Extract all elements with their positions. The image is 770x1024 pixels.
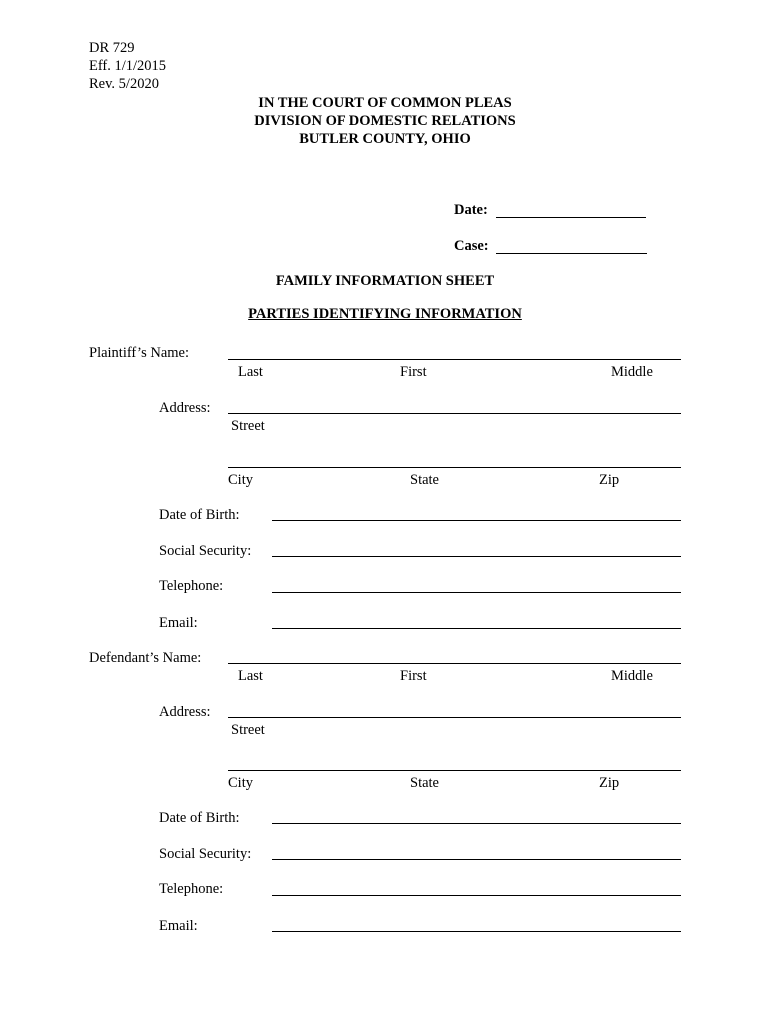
defendant-dob-field[interactable] [272, 823, 681, 824]
plaintiff-last-caption: Last [238, 364, 263, 380]
defendant-telephone-field[interactable] [272, 895, 681, 896]
date-label: Date: [454, 202, 488, 218]
defendant-state-caption: State [410, 775, 439, 791]
date-field[interactable] [496, 217, 646, 218]
defendant-name-field[interactable] [228, 663, 681, 664]
case-field[interactable] [496, 253, 647, 254]
defendant-street-field[interactable] [228, 717, 681, 718]
defendant-email-label: Email: [159, 918, 198, 934]
plaintiff-telephone-field[interactable] [272, 592, 681, 593]
plaintiff-street-caption: Street [231, 418, 265, 434]
defendant-zip-caption: Zip [599, 775, 620, 791]
plaintiff-name-label: Plaintiff’s Name: [89, 345, 190, 361]
defendant-last-caption: Last [238, 668, 263, 684]
plaintiff-dob-label: Date of Birth: [159, 507, 240, 523]
plaintiff-telephone-label: Telephone: [159, 578, 224, 594]
defendant-ssn-label: Social Security: [159, 846, 252, 862]
form-revision-date: Rev. 5/2020 [89, 76, 159, 92]
case-label: Case: [454, 238, 489, 254]
defendant-dob-label: Date of Birth: [159, 810, 240, 826]
defendant-name-label: Defendant’s Name: [89, 650, 202, 666]
plaintiff-city-caption: City [228, 472, 253, 488]
court-county: BUTLER COUNTY, OHIO [299, 131, 471, 147]
defendant-ssn-field[interactable] [272, 859, 681, 860]
defendant-city-caption: City [228, 775, 253, 791]
plaintiff-first-caption: First [400, 364, 427, 380]
plaintiff-name-field[interactable] [228, 359, 681, 360]
plaintiff-ssn-field[interactable] [272, 556, 681, 557]
plaintiff-email-label: Email: [159, 615, 198, 631]
form-code: DR 729 [89, 40, 135, 56]
plaintiff-city-state-zip-field[interactable] [228, 467, 681, 468]
defendant-street-caption: Street [231, 722, 265, 738]
defendant-address-label: Address: [159, 704, 211, 720]
plaintiff-email-field[interactable] [272, 628, 681, 629]
defendant-middle-caption: Middle [611, 668, 653, 684]
plaintiff-ssn-label: Social Security: [159, 543, 252, 559]
plaintiff-street-field[interactable] [228, 413, 681, 414]
defendant-city-state-zip-field[interactable] [228, 770, 681, 771]
plaintiff-dob-field[interactable] [272, 520, 681, 521]
court-name: IN THE COURT OF COMMON PLEAS [258, 95, 512, 111]
plaintiff-state-caption: State [410, 472, 439, 488]
section-title: PARTIES IDENTIFYING INFORMATION [248, 306, 522, 322]
defendant-email-field[interactable] [272, 931, 681, 932]
plaintiff-middle-caption: Middle [611, 364, 653, 380]
form-effective-date: Eff. 1/1/2015 [89, 58, 167, 74]
plaintiff-address-label: Address: [159, 400, 211, 416]
plaintiff-zip-caption: Zip [599, 472, 620, 488]
court-division: DIVISION OF DOMESTIC RELATIONS [254, 113, 516, 129]
defendant-telephone-label: Telephone: [159, 881, 224, 897]
form-title: FAMILY INFORMATION SHEET [275, 273, 495, 289]
defendant-first-caption: First [400, 668, 427, 684]
